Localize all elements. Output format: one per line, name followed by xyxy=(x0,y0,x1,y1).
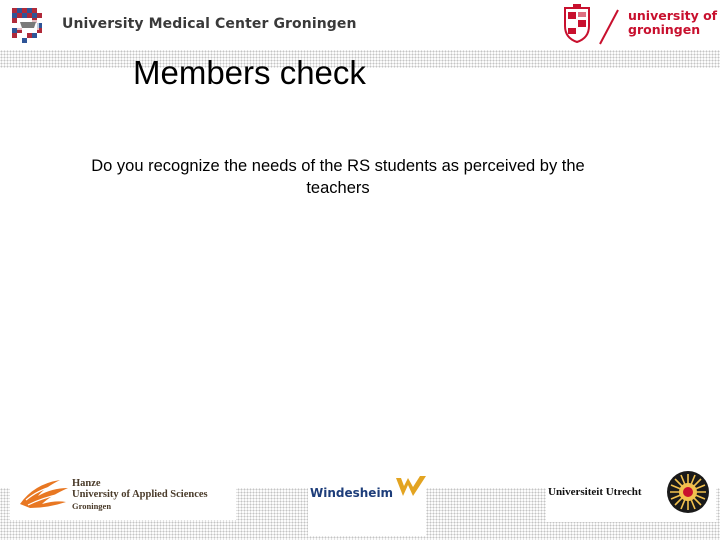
slide-title: Members check xyxy=(133,54,366,91)
windesheim-wordmark: Windesheim xyxy=(310,486,394,500)
windesheim-w-icon xyxy=(396,474,426,498)
rug-line-1: university of xyxy=(628,8,718,23)
slide-body-text: Do you recognize the needs of the RS students as perceived by the teachers xyxy=(91,157,585,197)
hanze-line-2: University of Applied Sciences xyxy=(72,489,208,500)
rug-divider-icon xyxy=(596,8,622,46)
rug-wordmark xyxy=(628,9,717,37)
utrecht-wordmark: Universiteit Utrecht xyxy=(548,486,642,498)
hanze-wordmark xyxy=(72,478,208,511)
windesheim-logo xyxy=(308,470,426,536)
rug-crest-icon xyxy=(562,4,592,44)
hanze-logo xyxy=(10,466,236,520)
rug-line-2: groningen xyxy=(628,22,701,37)
umcg-name: University Medical Center Groningen xyxy=(62,16,357,32)
hanze-line-1: Hanze xyxy=(72,478,101,489)
utrecht-logo xyxy=(546,464,716,522)
hanze-line-3: Groningen xyxy=(72,501,112,511)
header-bar xyxy=(0,0,720,50)
umcg-logo-icon xyxy=(8,4,48,46)
utrecht-sun-seal-icon xyxy=(666,470,710,514)
hanze-flame-icon xyxy=(16,474,72,514)
